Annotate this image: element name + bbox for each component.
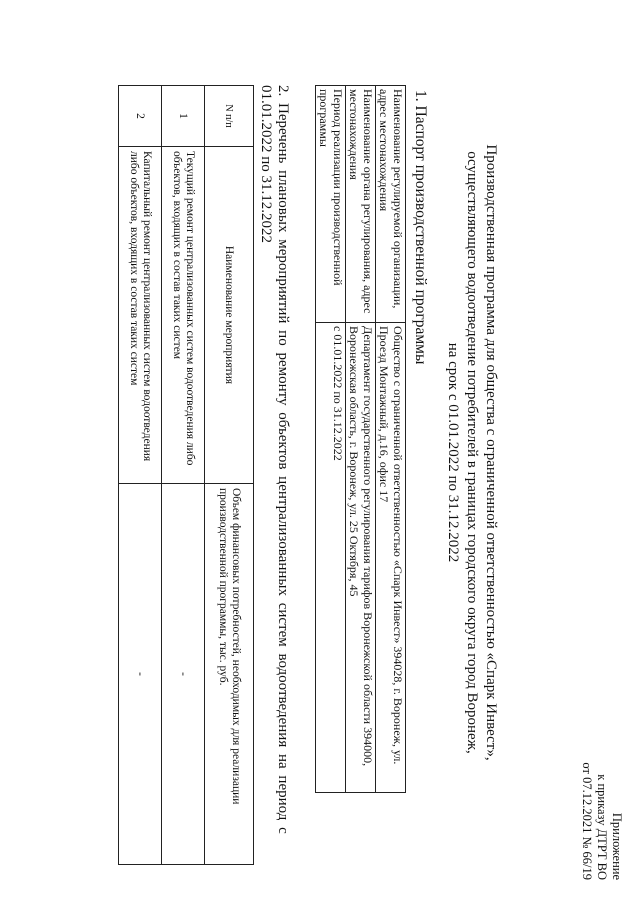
row-num: 1 (162, 86, 205, 147)
activities-table (118, 85, 254, 865)
passport-value: Общество с ограниченной ответственностью «Спарк Инвест» 394028, г. Воронеж, ул. Проезд Монтажный, д.16, офис 17 (376, 323, 406, 793)
passport-key: Период реализации производственной программы (316, 86, 346, 323)
passport-key: Наименование органа регулирования, адрес местонахождения (346, 86, 376, 323)
appendix-note (579, 710, 624, 880)
passport-value: с 01.01.2022 по 31.12.2022 (316, 323, 346, 793)
table-row (119, 86, 162, 865)
section-2-heading-line-1: 2. Перечень плановых мероприятий по ремонту объектов централизованных систем водоотведения на период с (275, 85, 291, 834)
table-row (376, 86, 406, 793)
section-1-heading: 1. Паспорт производственной программы (412, 90, 429, 365)
row-name: Капитальный ремонт централизованных систем водоотведения либо объектов, входящих в состав таких систем (119, 147, 162, 484)
row-name: Текущий ремонт централизованных систем водоотведения либо объектов, входящих в состав таких систем (162, 147, 205, 484)
table-row (346, 86, 376, 793)
row-amount: - (119, 484, 162, 865)
appendix-line-3: от 07.12.2021 № 66/19 (580, 762, 594, 880)
row-num: 2 (119, 86, 162, 147)
document-title (443, 80, 500, 825)
section-2-heading-line-2: 01.01.2022 по 31.12.2022 (258, 85, 274, 244)
row-amount: - (162, 484, 205, 865)
title-line-3: на срок с 01.01.2022 по 31.12.2022 (445, 342, 461, 563)
table-header-row (205, 86, 254, 865)
appendix-line-2: к приказу ДТРТ ВО (595, 774, 609, 880)
section-2-heading (257, 85, 291, 834)
title-line-2: осуществляющего водоотведение потребителей в границах городского округа город Воронеж, (464, 151, 480, 754)
passport-key: Наименование регулируемой организации, адрес местонахождения (376, 86, 406, 323)
table-row (316, 86, 346, 793)
passport-value: Департамент государственного регулирования тарифов Воронежской области 394000, Воронежская область, г. Воронеж, ул. 25 Октября, 45 (346, 323, 376, 793)
title-line-1: Производственная программа для общества с ограниченной ответственностью «Спарк Инвест», (483, 144, 499, 761)
table-row (162, 86, 205, 865)
header-name: Наименование мероприятия (205, 147, 254, 484)
appendix-line-1: Приложение (610, 812, 624, 880)
header-num: N п/п (205, 86, 254, 147)
passport-table (315, 85, 406, 793)
header-amount: Объем финансовых потребностей, необходимых для реализации производственной программы, тыс. руб. (205, 484, 254, 865)
